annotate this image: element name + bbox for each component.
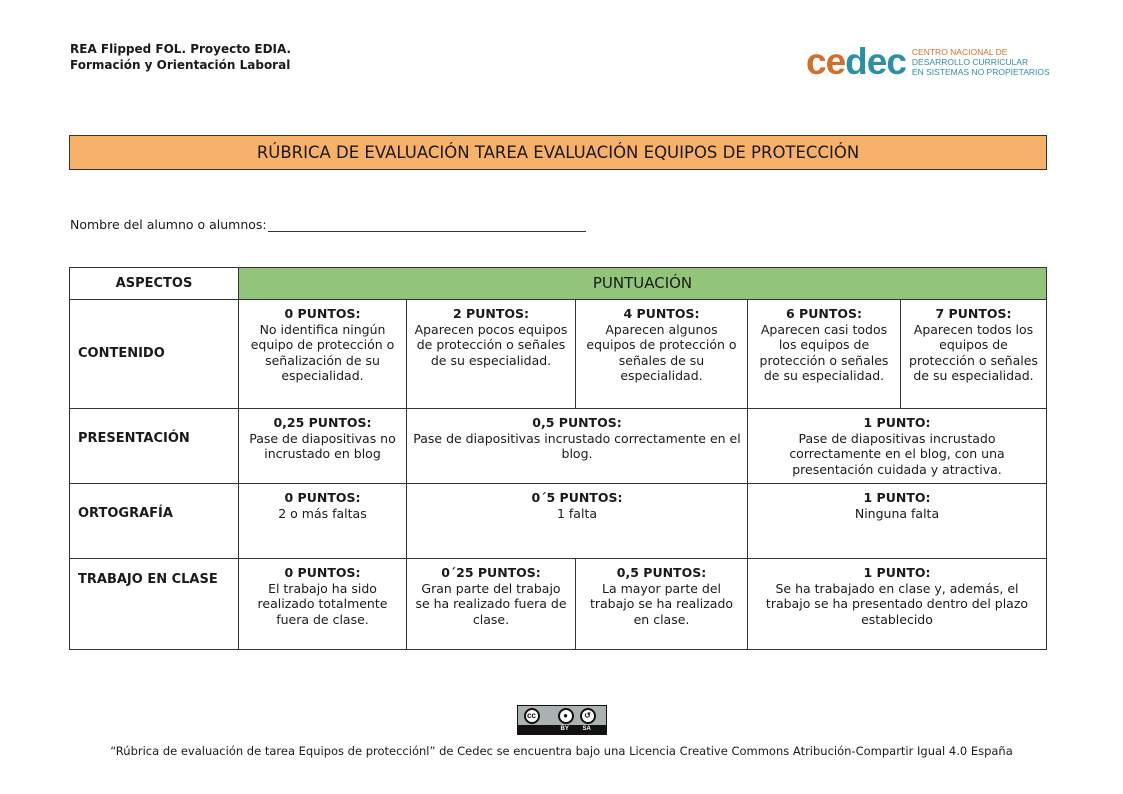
score-cell [239,484,407,559]
table-row-ortografia [70,484,1047,559]
logo-text-line2: DESARROLLO CURRICULAR [911,57,1029,67]
score-description: 2 o más faltas [278,505,367,521]
header-line-subject: Formación y Orientación Laboral [70,58,291,72]
score-points: 4 PUNTOS: [623,306,700,321]
aspect-label: TRABAJO EN CLASE [70,559,239,650]
score-description: Aparecen todos los equipos de protección o señales de su especialidad. [909,321,1038,383]
cedec-logo [806,41,1050,82]
score-points: 1 PUNTO: [863,415,931,430]
score-description: Se ha trabajado en clase y, además, el trabajo se ha presentado dentro del plazo establecido [765,580,1029,627]
score-description: El trabajo ha sido realizado totalmente fuera de clase. [257,580,388,627]
cedec-logo-text [912,47,1050,77]
aspectos-header: ASPECTOS [70,268,239,300]
attribution-icon: ● [558,708,574,724]
score-cell [748,300,901,409]
score-cell [576,559,748,650]
logo-text-line3: EN SISTEMAS NO PROPIETARIOS [911,67,1050,77]
student-name-blank-line [268,219,586,232]
score-points: 0,5 PUNTOS: [532,415,622,430]
score-cell [407,409,748,484]
score-description: La mayor parte del trabajo se ha realizado en clase. [589,580,734,627]
score-cell [748,484,1047,559]
license-text: “Rúbrica de evaluación de tarea Equipos de protecciónl” de Cedec se encuentra bajo una Licencia Creative Commons Atribución-Compartir Igual 4.0 España [110,744,1013,758]
rubric-title: RÚBRICA DE EVALUACIÓN TAREA EVALUACIÓN EQUIPOS DE PROTECCIÓN [69,135,1047,170]
score-cell [407,559,576,650]
table-row-presentacion [70,409,1047,484]
score-description: Aparecen pocos equipos de protección o señales de su especialidad. [414,321,568,368]
score-description: Gran parte del trabajo se ha realizado fuera de clase. [415,580,567,627]
cc-sa-label: SA [582,726,591,732]
score-description: 1 falta [556,505,598,521]
table-row-trabajo [70,559,1047,650]
score-cell [239,559,407,650]
score-cell [239,300,407,409]
aspect-label: PRESENTACIÓN [70,409,239,484]
aspect-label: ORTOGRAFÍA [70,484,239,559]
cc-by-label: BY [560,726,569,732]
score-cell [748,409,1047,484]
student-name-label: Nombre del alumno o alumnos: [70,217,267,232]
score-cell [407,484,748,559]
score-description: Aparecen algunos equipos de protección o señales de su especialidad. [586,321,737,383]
score-points: 0 PUNTOS: [284,306,361,321]
logo-mark-ce: ce [806,41,846,82]
score-description: Pase de diapositivas incrustado correctamente en el blog, con una presentación cuidada y atractiva. [789,430,1005,477]
score-points: 2 PUNTOS: [453,306,529,321]
score-description: Pase de diapositivas no incrustado en blog [249,430,396,461]
cedec-logo-mark [806,41,906,82]
score-points: 0´5 PUNTOS: [531,490,623,505]
score-cell [576,300,748,409]
document-header [70,41,291,73]
score-description: No identifica ningún equipo de protección o señalización de su especialidad. [250,321,395,383]
header-line-project: REA Flipped FOL. Proyecto EDIA. [70,42,292,56]
score-points: 0,5 PUNTOS: [616,565,707,580]
score-description: Aparecen casi todos los equipos de protección o señales de su especialidad. [759,321,889,383]
table-row-contenido [70,300,1047,409]
aspect-label: CONTENIDO [70,300,239,409]
logo-mark-dec: dec [845,41,906,82]
score-cell [239,409,407,484]
rubric-table [69,267,1047,650]
cc-badge-bar [518,725,606,734]
puntuacion-header: PUNTUACIÓN [239,268,1047,300]
score-points: 0,25 PUNTOS: [273,415,372,430]
score-description: Pase de diapositivas incrustado correctamente en el blog. [413,430,741,461]
logo-text-line1: CENTRO NACIONAL DE [911,47,1008,57]
cc-icon: cc [524,708,540,724]
score-points: 7 PUNTOS: [935,306,1012,321]
score-cell [901,300,1047,409]
table-header-row [70,268,1047,300]
score-points: 1 PUNTO: [863,490,931,505]
score-description: Ninguna falta [854,505,940,521]
student-name-field [70,217,586,232]
score-points: 6 PUNTOS: [786,306,862,321]
cc-by-sa-badge[interactable] [517,705,607,735]
score-points: 0 PUNTOS: [284,490,361,505]
score-points: 0´25 PUNTOS: [441,565,541,580]
score-points: 1 PUNTO: [863,565,931,580]
share-alike-icon: ↺ [580,708,596,724]
score-points: 0 PUNTOS: [284,565,361,580]
license-footer [0,705,1123,758]
score-cell [748,559,1047,650]
score-cell [407,300,576,409]
